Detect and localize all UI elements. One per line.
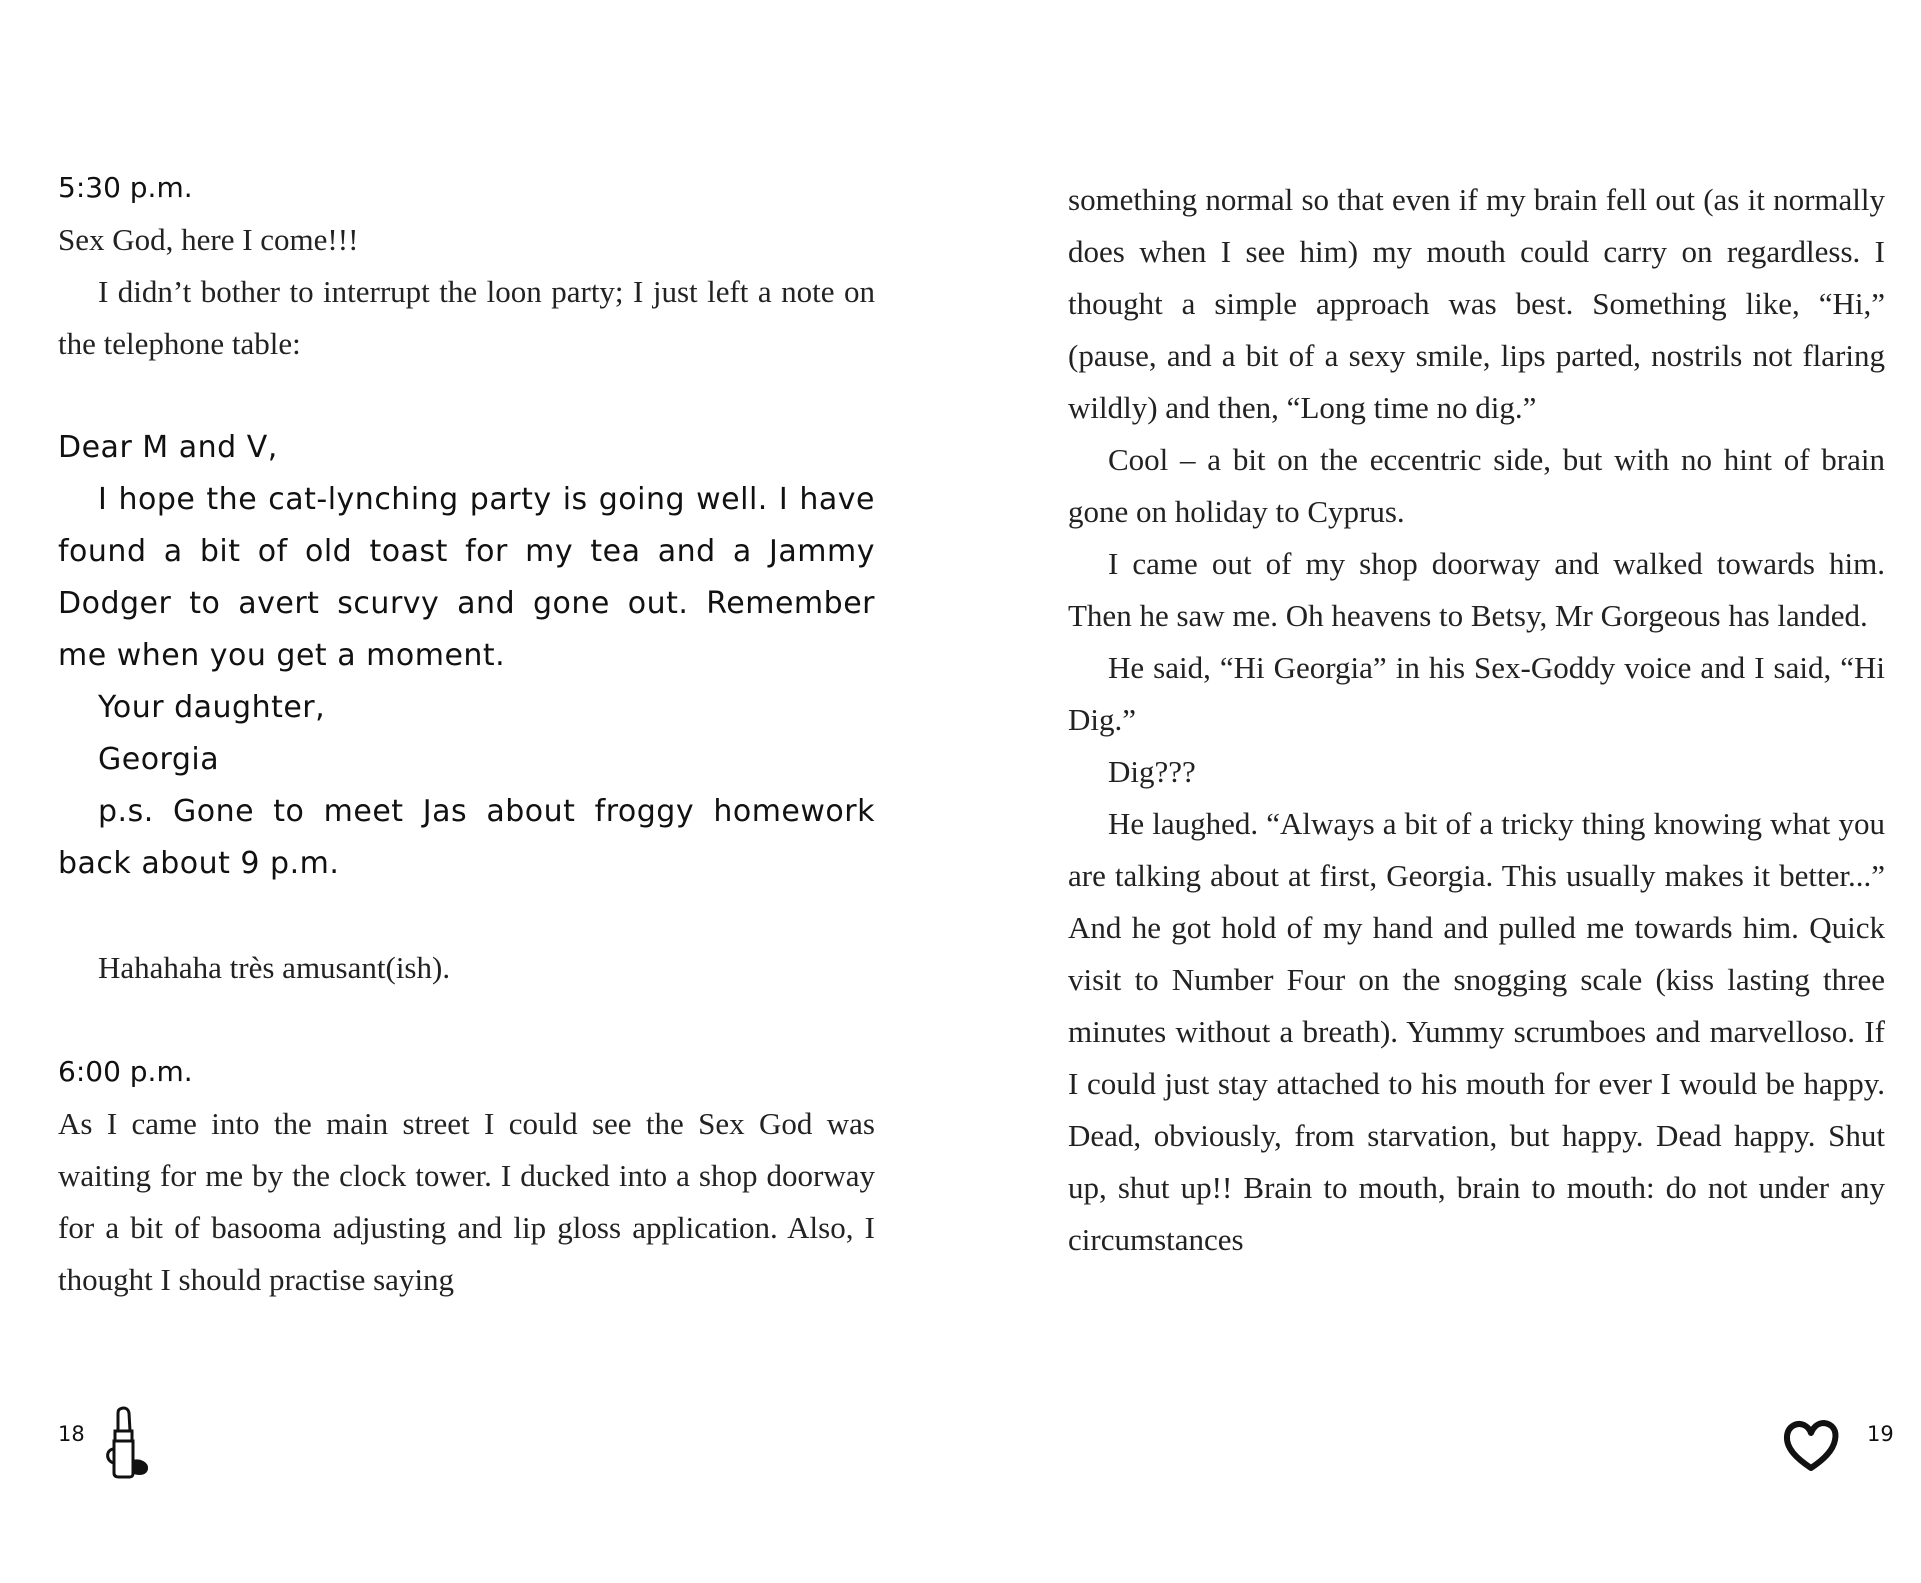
paragraph: I didn’t bother to interrupt the loon party; I just left a note on the telephone table: <box>58 274 875 361</box>
paragraph: something normal so that even if my brain fell out (as it normally does when I see him) my mouth could carry on regardless. I thought a simple approach was best. Something like, “Hi,” (pause, and a bit of a sexy smile, lips parted, nostrils not flaring wildly) and then, “Long time no dig.” <box>1068 182 1885 425</box>
paragraph: Cool – a bit on the eccentric side, but with no hint of brain gone on holiday to Cyprus. <box>1068 442 1885 529</box>
spacer <box>58 370 875 422</box>
note-salutation: Dear M and V, <box>58 430 278 465</box>
note-name: Georgia <box>98 742 220 777</box>
note-signoff: Your daughter, <box>98 690 326 725</box>
paragraph: Hahahaha très amusant(ish). <box>98 950 451 985</box>
time-heading: 5:30 p.m. <box>58 171 193 204</box>
time-heading: 6:00 p.m. <box>58 1055 193 1088</box>
paragraph: Dig??? <box>1108 754 1196 789</box>
page-number: 19 <box>1867 1422 1894 1446</box>
note-body: I hope the cat-lynching party is going well. I have found a bit of old toast for my tea and a Jammy Dodger to avert scurvy and gone out. Remember me when you get a moment. <box>58 482 875 673</box>
paragraph: I came out of my shop doorway and walked towards him. Then he saw me. Oh heavens to Betsy, Mr Gorgeous has landed. <box>1068 546 1885 633</box>
left-page-text <box>58 168 875 1306</box>
paragraph: As I came into the main street I could see the Sex God was waiting for me by the clock tower. I ducked into a shop doorway for a bit of basooma adjusting and lip gloss application. Also, I thought I should practise saying <box>58 1106 875 1297</box>
lipstick-icon <box>100 1405 154 1479</box>
paragraph: He said, “Hi Georgia” in his Sex-Goddy voice and I said, “Hi Dig.” <box>1068 650 1885 737</box>
right-page-text <box>1068 168 1885 1266</box>
note-ps: p.s. Gone to meet Jas about froggy homework back about 9 p.m. <box>58 794 875 881</box>
paragraph: Sex God, here I come!!! <box>58 222 359 257</box>
heart-icon <box>1782 1418 1840 1472</box>
spacer <box>58 994 875 1046</box>
page-number: 18 <box>58 1422 85 1446</box>
paragraph: He laughed. “Always a bit of a tricky thing knowing what you are talking about at first, Georgia. This usually makes it better...” And he got hold of my hand and pulled me towards him. Quick visit to Number Four on the snogging scale (kiss lasting three minutes without a breath). Yummy scrumboes and marvelloso. If I could just stay attached to his mouth for ever I would be happy. Dead, obviously, from starvation, but happy. Dead happy. Shut up, shut up!! Brain to mouth, brain to mouth: do not under any circumstances <box>1068 806 1885 1257</box>
right-page <box>960 0 1921 1583</box>
left-page <box>0 0 960 1583</box>
spacer <box>58 890 875 942</box>
